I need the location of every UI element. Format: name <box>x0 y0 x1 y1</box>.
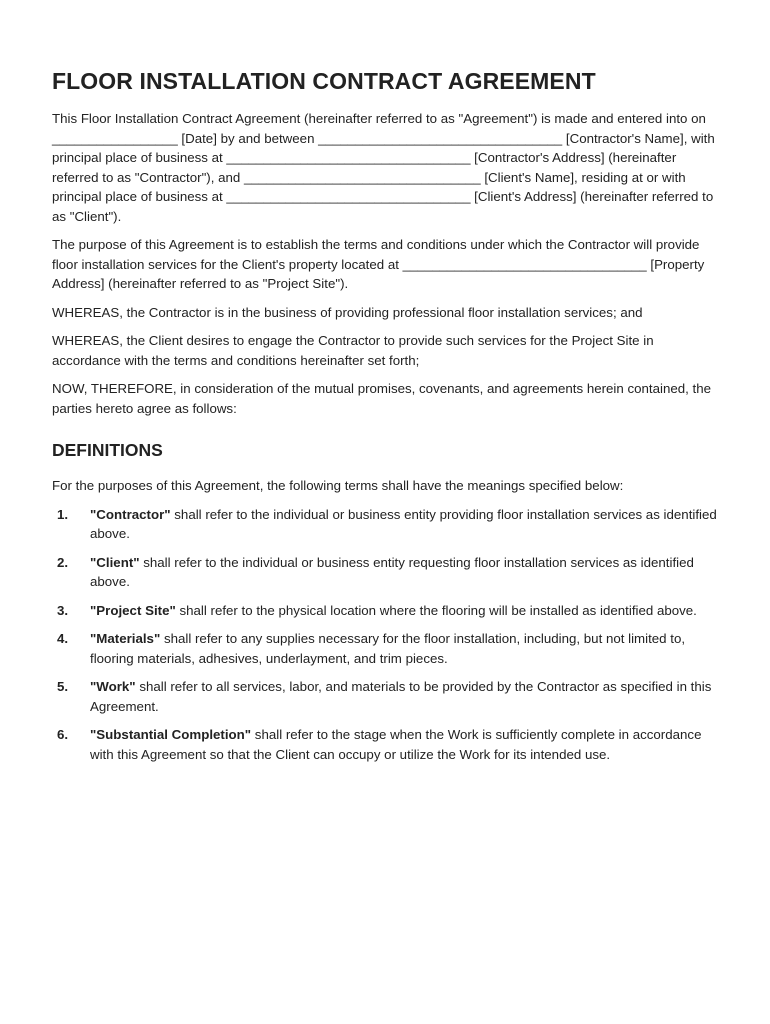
definition-text: shall refer to the individual or business entity providing floor installation services as identified above. <box>90 506 717 541</box>
definition-item <box>52 505 724 544</box>
definition-item <box>52 629 724 668</box>
definition-item <box>52 677 724 716</box>
definition-text: shall refer to any supplies necessary for the floor installation, including, but not limited to, flooring materials, adhesives, underlayment, and trim pieces. <box>90 631 686 666</box>
definition-term: "Project Site" <box>90 602 176 618</box>
document-title: FLOOR INSTALLATION CONTRACT AGREEMENT <box>52 68 596 94</box>
definition-term: "Substantial Completion" <box>90 727 252 742</box>
definition-text: shall refer to the individual or business entity requesting floor installation services as identified above. <box>90 554 694 589</box>
definition-term: "Materials" <box>90 631 161 646</box>
definition-number: 3. <box>57 602 69 618</box>
definition-number: 2. <box>57 554 69 570</box>
definition-item <box>52 553 724 592</box>
document-page <box>52 68 724 773</box>
intro-paragraph: This Floor Installation Contract Agreement (hereinafter referred to as "Agreement") is made and entered into on _________________ [Date] by and between _________________________________ [Contractor's Name], with principal place of business at _________________________________ [Contractor's Address] (hereinafter referred to as "Contractor"), and ________________________________ [Client's Name], residing at or with principal place of business at _________________________________ [Client's Address] (hereinafter referred to as "Client"). <box>52 111 715 224</box>
definitions-list <box>52 505 724 765</box>
definition-term: "Work" <box>90 679 136 694</box>
now-therefore-paragraph: NOW, THEREFORE, in consideration of the mutual promises, covenants, and agreements herein contained, the parties hereto agree as follows: <box>52 381 712 416</box>
purpose-paragraph: The purpose of this Agreement is to establish the terms and conditions under which the Contractor will provide floor installation services for the Client's property located at _________________________________ [Property Address] (hereinafter referred to as "Project Site"). <box>52 237 705 291</box>
definition-term: "Contractor" <box>90 506 171 522</box>
definition-term: "Client" <box>90 554 140 570</box>
definitions-intro: For the purposes of this Agreement, the following terms shall have the meanings specified below: <box>52 478 624 493</box>
definition-text: shall refer to the stage when the Work is sufficiently complete in accordance with this Agreement so that the Client can occupy or utilize the Work for its intended use. <box>90 727 702 762</box>
definition-item <box>52 725 724 764</box>
definition-item <box>52 601 724 621</box>
definitions-heading: DEFINITIONS <box>52 440 163 460</box>
definition-text: shall refer to all services, labor, and materials to be provided by the Contractor as specified in this Agreement. <box>90 679 712 714</box>
definition-number: 4. <box>57 631 69 646</box>
definition-number: 1. <box>57 506 69 522</box>
whereas-paragraph-2: WHEREAS, the Client desires to engage the Contractor to provide such services for the Project Site in accordance with the terms and conditions hereinafter set forth; <box>52 333 654 368</box>
definition-number: 6. <box>57 727 69 742</box>
whereas-paragraph-1: WHEREAS, the Contractor is in the business of providing professional floor installation services; and <box>52 304 643 320</box>
definition-text: shall refer to the physical location where the flooring will be installed as identified above. <box>175 602 697 618</box>
definition-number: 5. <box>57 679 69 694</box>
